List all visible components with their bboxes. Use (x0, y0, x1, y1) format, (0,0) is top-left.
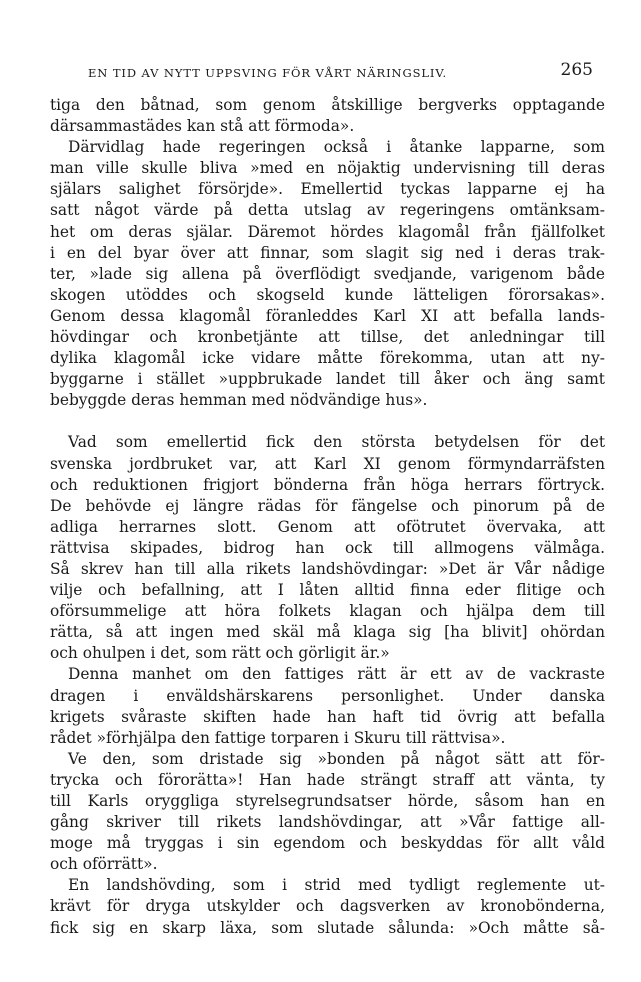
text-line: gång skriver till rikets landshövdingar, att »Vår fattige all- (50, 813, 605, 832)
text-line: rådet »förhjälpa den fattige torparen i Skuru till rättvisa». (50, 728, 506, 747)
text-line: satt något värde på detta utslag av regeringens omtänksam- (50, 201, 605, 220)
text-line: skogen utöddes och skogseld kunde lätteligen förorsakas». (50, 285, 605, 304)
text-line: svenska jordbruket var, att Karl XI genom förmyndarräfsten (50, 454, 605, 473)
text-line: själars salighet försörjde». Emellertid tyckas lapparne ej ha (50, 180, 605, 199)
text-line: bebyggde deras hemman med nödvändige hus». (50, 391, 428, 410)
text-line: Denna manhet om den fattiges rätt är ett av de vackraste (68, 665, 605, 684)
text-line: En landshövding, som i strid med tydligt reglemente ut- (68, 876, 605, 895)
paragraph (50, 875, 605, 938)
text-line: dragen i enväldshärskarens personlighet. Under danska (50, 686, 605, 705)
text-line: adliga herrarnes slott. Genom att ofötrutet övervaka, att (50, 517, 605, 536)
section-break (50, 411, 605, 432)
text-line: Därvidlag hade regeringen också i åtanke lapparne, som (68, 138, 605, 157)
text-line: De behövde ej längre rädas för fängelse och pinorum på de (50, 496, 605, 515)
text-line: Vad som emellertid fick den största betydelsen för det (68, 433, 605, 452)
text-line: i en del byar över att finnar, som slagit sig ned i deras trak- (50, 243, 605, 262)
text-line: rättvisa skipades, bidrog han ock till allmogens välmåga. (50, 538, 605, 557)
text-line: rätta, så att ingen med skäl må klaga sig [ha blivit] ohördan (50, 623, 605, 642)
body-text (50, 95, 605, 939)
text-line: Så skrev han till alla rikets landshövdingar: »Det är Vår nådige (50, 559, 605, 578)
text-line: till Karls oryggliga styrelsegrundsatser hörde, såsom han en (50, 792, 605, 810)
book-page (50, 58, 605, 939)
text-line: krigets svåraste skiften hade han haft tid övrig att befalla (50, 707, 605, 726)
text-line: oförsummelige att höra folkets klagan och hjälpa dem till (50, 602, 605, 621)
text-line: krävt för dryga utskylder och dagsverken av kronobönderna, (50, 897, 605, 916)
text-line: dylika klagomål icke vidare måtte förekomma, utan att ny- (50, 349, 605, 368)
paragraph (50, 432, 605, 664)
text-line: därsammastädes kan stå att förmoda». (50, 117, 355, 136)
text-line: hövdingar och kronbetjänte att tillse, det anledningar till (50, 328, 605, 347)
text-line: man ville skulle bliva »med en nöjaktig undervisning till deras (50, 159, 605, 178)
text-line: tiga den båtnad, som genom åtskillige bergverks opptagande (50, 96, 605, 114)
text-line: vilje och befallning, att I låten alltid finna eder flitige och (50, 581, 605, 600)
text-line: ter, »lade sig allena på överflödigt svedjande, varigenom både (50, 264, 605, 283)
text-line: het om deras själar. Däremot hördes klagomål från fjällfolket (50, 222, 605, 241)
paragraph (50, 95, 605, 137)
running-head-title: EN TID AV NYTT UPPSVING FÖR VÅRT NÄRINGSLIV. (88, 66, 448, 80)
text-line: och ohulpen i det, som rätt och görligit är.» (50, 644, 390, 663)
paragraph (50, 664, 605, 748)
page-number: 265 (560, 60, 593, 80)
text-line: Ve den, som dristade sig »bonden på något sätt att för- (68, 749, 605, 768)
paragraph (50, 749, 605, 876)
text-line: moge må tryggas i sin egendom och beskyddas för allt våld (50, 834, 605, 853)
text-line: Genom dessa klagomål föranleddes Karl XI att befalla lands- (50, 306, 605, 325)
paragraph (50, 137, 605, 411)
text-line: trycka och förorätta»! Han hade strängt straff att vänta, ty (50, 770, 605, 789)
running-header (50, 58, 605, 90)
text-line: och oförrätt». (50, 855, 158, 874)
text-line: och reduktionen frigjort bönderna från höga herrars förtryck. (50, 475, 605, 494)
text-line: byggarne i stället »uppbrukade landet till åker och äng samt (50, 370, 605, 389)
text-line: fick sig en skarp läxa, som slutade sålunda: »Och måtte så- (50, 918, 605, 937)
